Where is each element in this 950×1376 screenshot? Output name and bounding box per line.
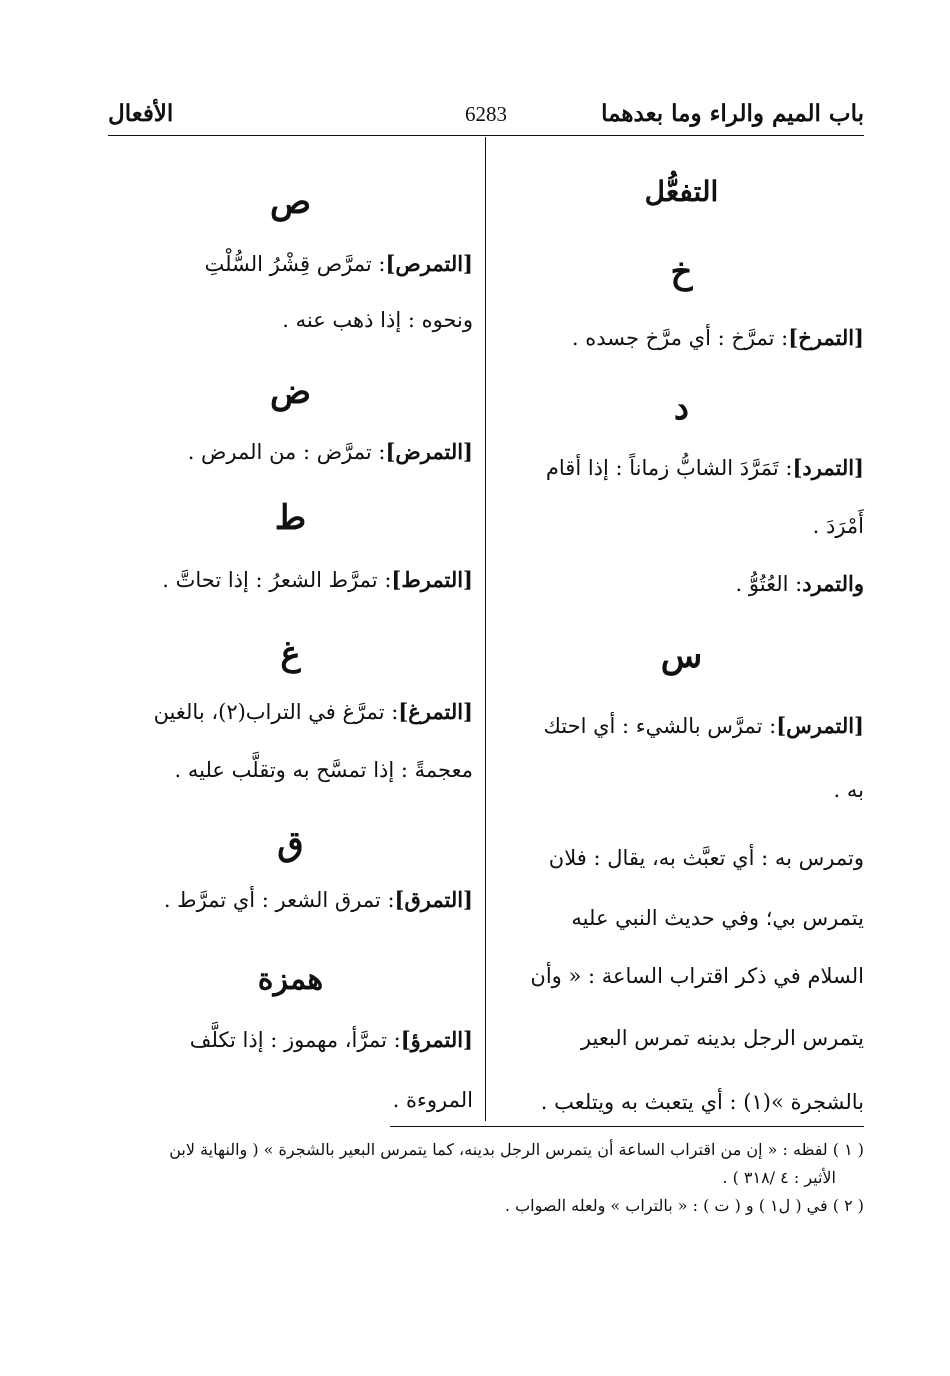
entry-tamarru-cont (108, 1084, 473, 1116)
definition-line: وتمرس به : أي تعبَّث به، يقال : فلان (548, 846, 864, 870)
entry-tamarrus-2-l5 (499, 1086, 864, 1118)
footnotes (108, 1136, 864, 1220)
definition-line: يتمرس الرجل بدينه تمرس البعير (580, 1026, 864, 1050)
headword: [التمرخ] (788, 325, 864, 350)
headword: [التمرد] (792, 455, 864, 480)
definition-continuation: معجمةً : إذا تمسَّح به وتقلَّب عليه . (174, 758, 473, 782)
footnote-1-cont: الأثير : ٤ /٣١٨ ) . (722, 1168, 836, 1187)
entry-tamarru (108, 1024, 473, 1056)
entry-tamarrus-2-l4 (499, 1022, 864, 1054)
entry-tamarrus-sad-cont (108, 304, 473, 336)
letter-heading: ض (269, 372, 312, 412)
definition: : تمرَّس بالشيء : أي احتك (543, 714, 777, 738)
headword: والتمرد (802, 571, 864, 596)
entry-tamarrus-2-l2 (499, 902, 864, 934)
entry-tamarrud-2 (499, 568, 864, 600)
entry-tamarrud-cont (499, 510, 864, 542)
right-column-dal (499, 386, 864, 430)
entry-tamarrud-dad (108, 436, 473, 468)
definition: : تمرَّص قِشْرُ السُّلْتِ (204, 252, 386, 276)
definition: : تَمَرَّدَ الشابُّ زماناً : إذا أقام (545, 456, 793, 480)
definition-line: بالشجرة »(١) : أي يتعبث به ويتلعب . (540, 1090, 864, 1114)
footnote-1: ( ١ ) لفظه : « إن من اقتراب الساعة أن يتمرس الرجل بدينه، كما يتمرس البعير بالشجرة » ( والنهاية لابن (169, 1140, 864, 1159)
definition: : تمرَّط الشعرُ : إذا تحاتَّ . (162, 568, 392, 592)
letter-heading: د (673, 388, 690, 428)
column-divider (485, 137, 486, 1121)
entry-tamarrut (108, 564, 473, 596)
letter-heading: ص (269, 182, 312, 222)
entry-tamarruq (108, 884, 473, 916)
definition: : تمرَّخ : أي مرَّخ جسده . (571, 326, 789, 350)
header-rule (108, 135, 864, 136)
definition-continuation: أَمْرَدَ . (812, 514, 864, 538)
page-header (108, 100, 864, 134)
entry-tamarrus-2-l1 (499, 842, 864, 874)
definition: : تمرَّغ في التراب(٢)، بالغين (153, 700, 399, 724)
headword: [التمرض] (385, 439, 473, 464)
letter-heading: خ (670, 252, 693, 292)
definition-continuation: المروءة . (392, 1088, 473, 1112)
chapter-title: باب الميم والراء وما بعدهما (601, 100, 864, 127)
letter-heading: ق (277, 824, 304, 864)
headword: [التمرس] (776, 713, 864, 738)
entry-tamarrus-cont (499, 774, 864, 806)
headword: [التمرغ] (398, 699, 473, 724)
definition-continuation: به . (833, 778, 864, 802)
definition-continuation: ونحوه : إذا ذهب عنه . (282, 308, 473, 332)
right-column-kh (499, 250, 864, 294)
left-column-sad (108, 180, 473, 224)
entry-tamarrus-2-l3 (499, 960, 864, 992)
left-column-dad (108, 370, 473, 414)
definition: : تمرَّأ، مهموز : إذا تكلَّف (189, 1028, 401, 1052)
definition: : تمرَّض : من المرض . (187, 440, 386, 464)
letter-heading: ط (274, 498, 307, 538)
right-column-sin (499, 634, 864, 678)
letter-heading: همزة (257, 962, 324, 997)
headword: [التمرص] (385, 251, 473, 276)
footnote-rule (390, 1126, 864, 1127)
left-column-qaf (108, 822, 473, 866)
definition-line: السلام في ذكر اقتراب الساعة : « وأن (530, 964, 864, 988)
pattern-title: التفعُّل (644, 175, 719, 208)
right-column (499, 176, 864, 208)
headword: [التمرط] (391, 567, 473, 592)
definition: : العُتُوُّ . (735, 572, 803, 596)
headword: [التمرق] (394, 887, 473, 912)
entry-tamarrukh (499, 322, 864, 354)
footnote-2: ( ٢ ) في ( ل١ ) و ( ت ) : « بالتراب » ولعله الصواب . (504, 1196, 864, 1215)
left-column-ta (108, 496, 473, 540)
letter-heading: غ (280, 634, 301, 674)
entry-tamarrus (499, 710, 864, 742)
entry-tamarrus-sad (108, 248, 473, 280)
definition-line: يتمرس بي؛ وفي حديث النبي عليه (571, 906, 864, 930)
left-column-ghain (108, 632, 473, 676)
entry-tamarrud (499, 452, 864, 484)
entry-tamarrugh (108, 696, 473, 728)
headword: [التمرؤ] (400, 1027, 473, 1052)
left-column-hamza (108, 958, 473, 1002)
letter-heading: س (660, 636, 703, 676)
entry-tamarrugh-cont (108, 754, 473, 786)
page-number: 6283 (465, 102, 507, 126)
section-title: الأفعال (108, 100, 174, 127)
definition: : تمرق الشعر : أي تمرَّط . (163, 888, 395, 912)
